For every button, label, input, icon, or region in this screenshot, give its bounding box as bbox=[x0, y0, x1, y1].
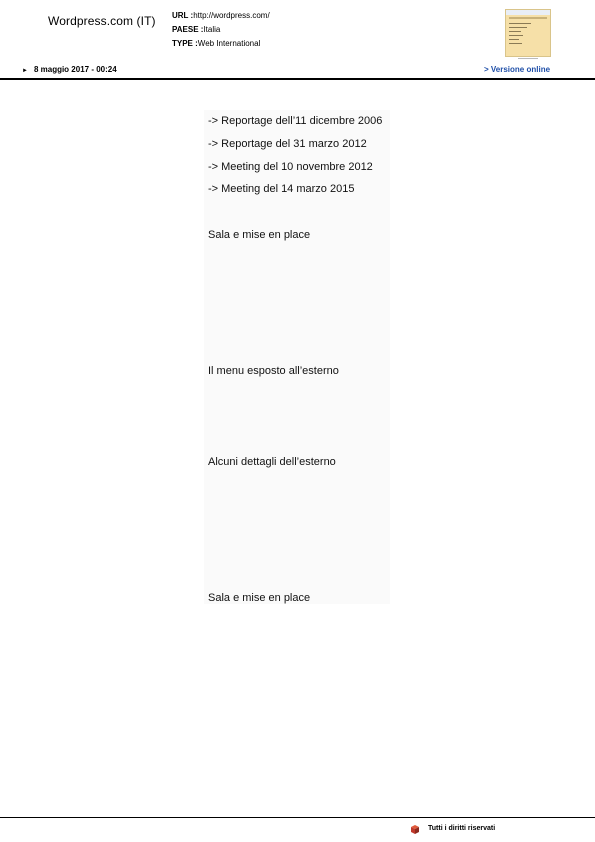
photo-caption: Il menu esposto all’esterno bbox=[208, 365, 339, 377]
thumbnail-line bbox=[509, 27, 527, 28]
reportage-link-2012[interactable]: -> Reportage del 31 marzo 2012 bbox=[208, 138, 367, 150]
type-value: Web International bbox=[197, 39, 261, 48]
thumbnail-line bbox=[509, 39, 519, 40]
country-value: Italia bbox=[203, 25, 221, 34]
page-thumbnail[interactable] bbox=[505, 9, 551, 57]
footer-divider bbox=[0, 817, 595, 818]
country-row bbox=[172, 23, 270, 37]
url-value: http://wordpress.com/ bbox=[193, 11, 270, 20]
country-label: PAESE : bbox=[172, 25, 204, 34]
publication-date bbox=[22, 65, 117, 74]
photo-caption: Sala e mise en place bbox=[208, 592, 311, 604]
thumbnail-line bbox=[509, 35, 523, 36]
url-label: URL : bbox=[172, 11, 194, 20]
reportage-link-2006[interactable]: -> Reportage dell’11 dicembre 2006 bbox=[208, 115, 383, 127]
online-version-link[interactable]: > Versione online bbox=[484, 65, 551, 74]
type-label: TYPE : bbox=[172, 39, 198, 48]
header-divider bbox=[0, 78, 595, 80]
thumbnail-line bbox=[509, 43, 522, 44]
url-row bbox=[172, 9, 270, 23]
cube-logo-icon bbox=[411, 825, 419, 834]
type-row bbox=[172, 37, 270, 51]
thumbnail-line bbox=[509, 31, 521, 32]
photo-caption: Sala e mise en place bbox=[208, 229, 311, 241]
source-meta bbox=[172, 9, 270, 51]
meeting-link-nov-2012[interactable]: -> Meeting del 10 novembre 2012 bbox=[208, 161, 373, 173]
copyright-notice: Tutti i diritti riservati bbox=[428, 825, 496, 832]
site-name: Wordpress.com (IT) bbox=[48, 14, 156, 28]
thumbnail-banner bbox=[509, 17, 547, 19]
thumbnail-line bbox=[509, 23, 531, 24]
meeting-link-2015[interactable]: -> Meeting del 14 marzo 2015 bbox=[208, 183, 355, 195]
triangle-bullet-icon: ► bbox=[22, 68, 28, 74]
thumbnail-caption bbox=[518, 58, 538, 59]
date-text: 8 maggio 2017 - 00:24 bbox=[33, 65, 117, 74]
thumbnail-header bbox=[506, 10, 550, 15]
photo-caption: Alcuni dettagli dell’esterno bbox=[208, 456, 336, 468]
